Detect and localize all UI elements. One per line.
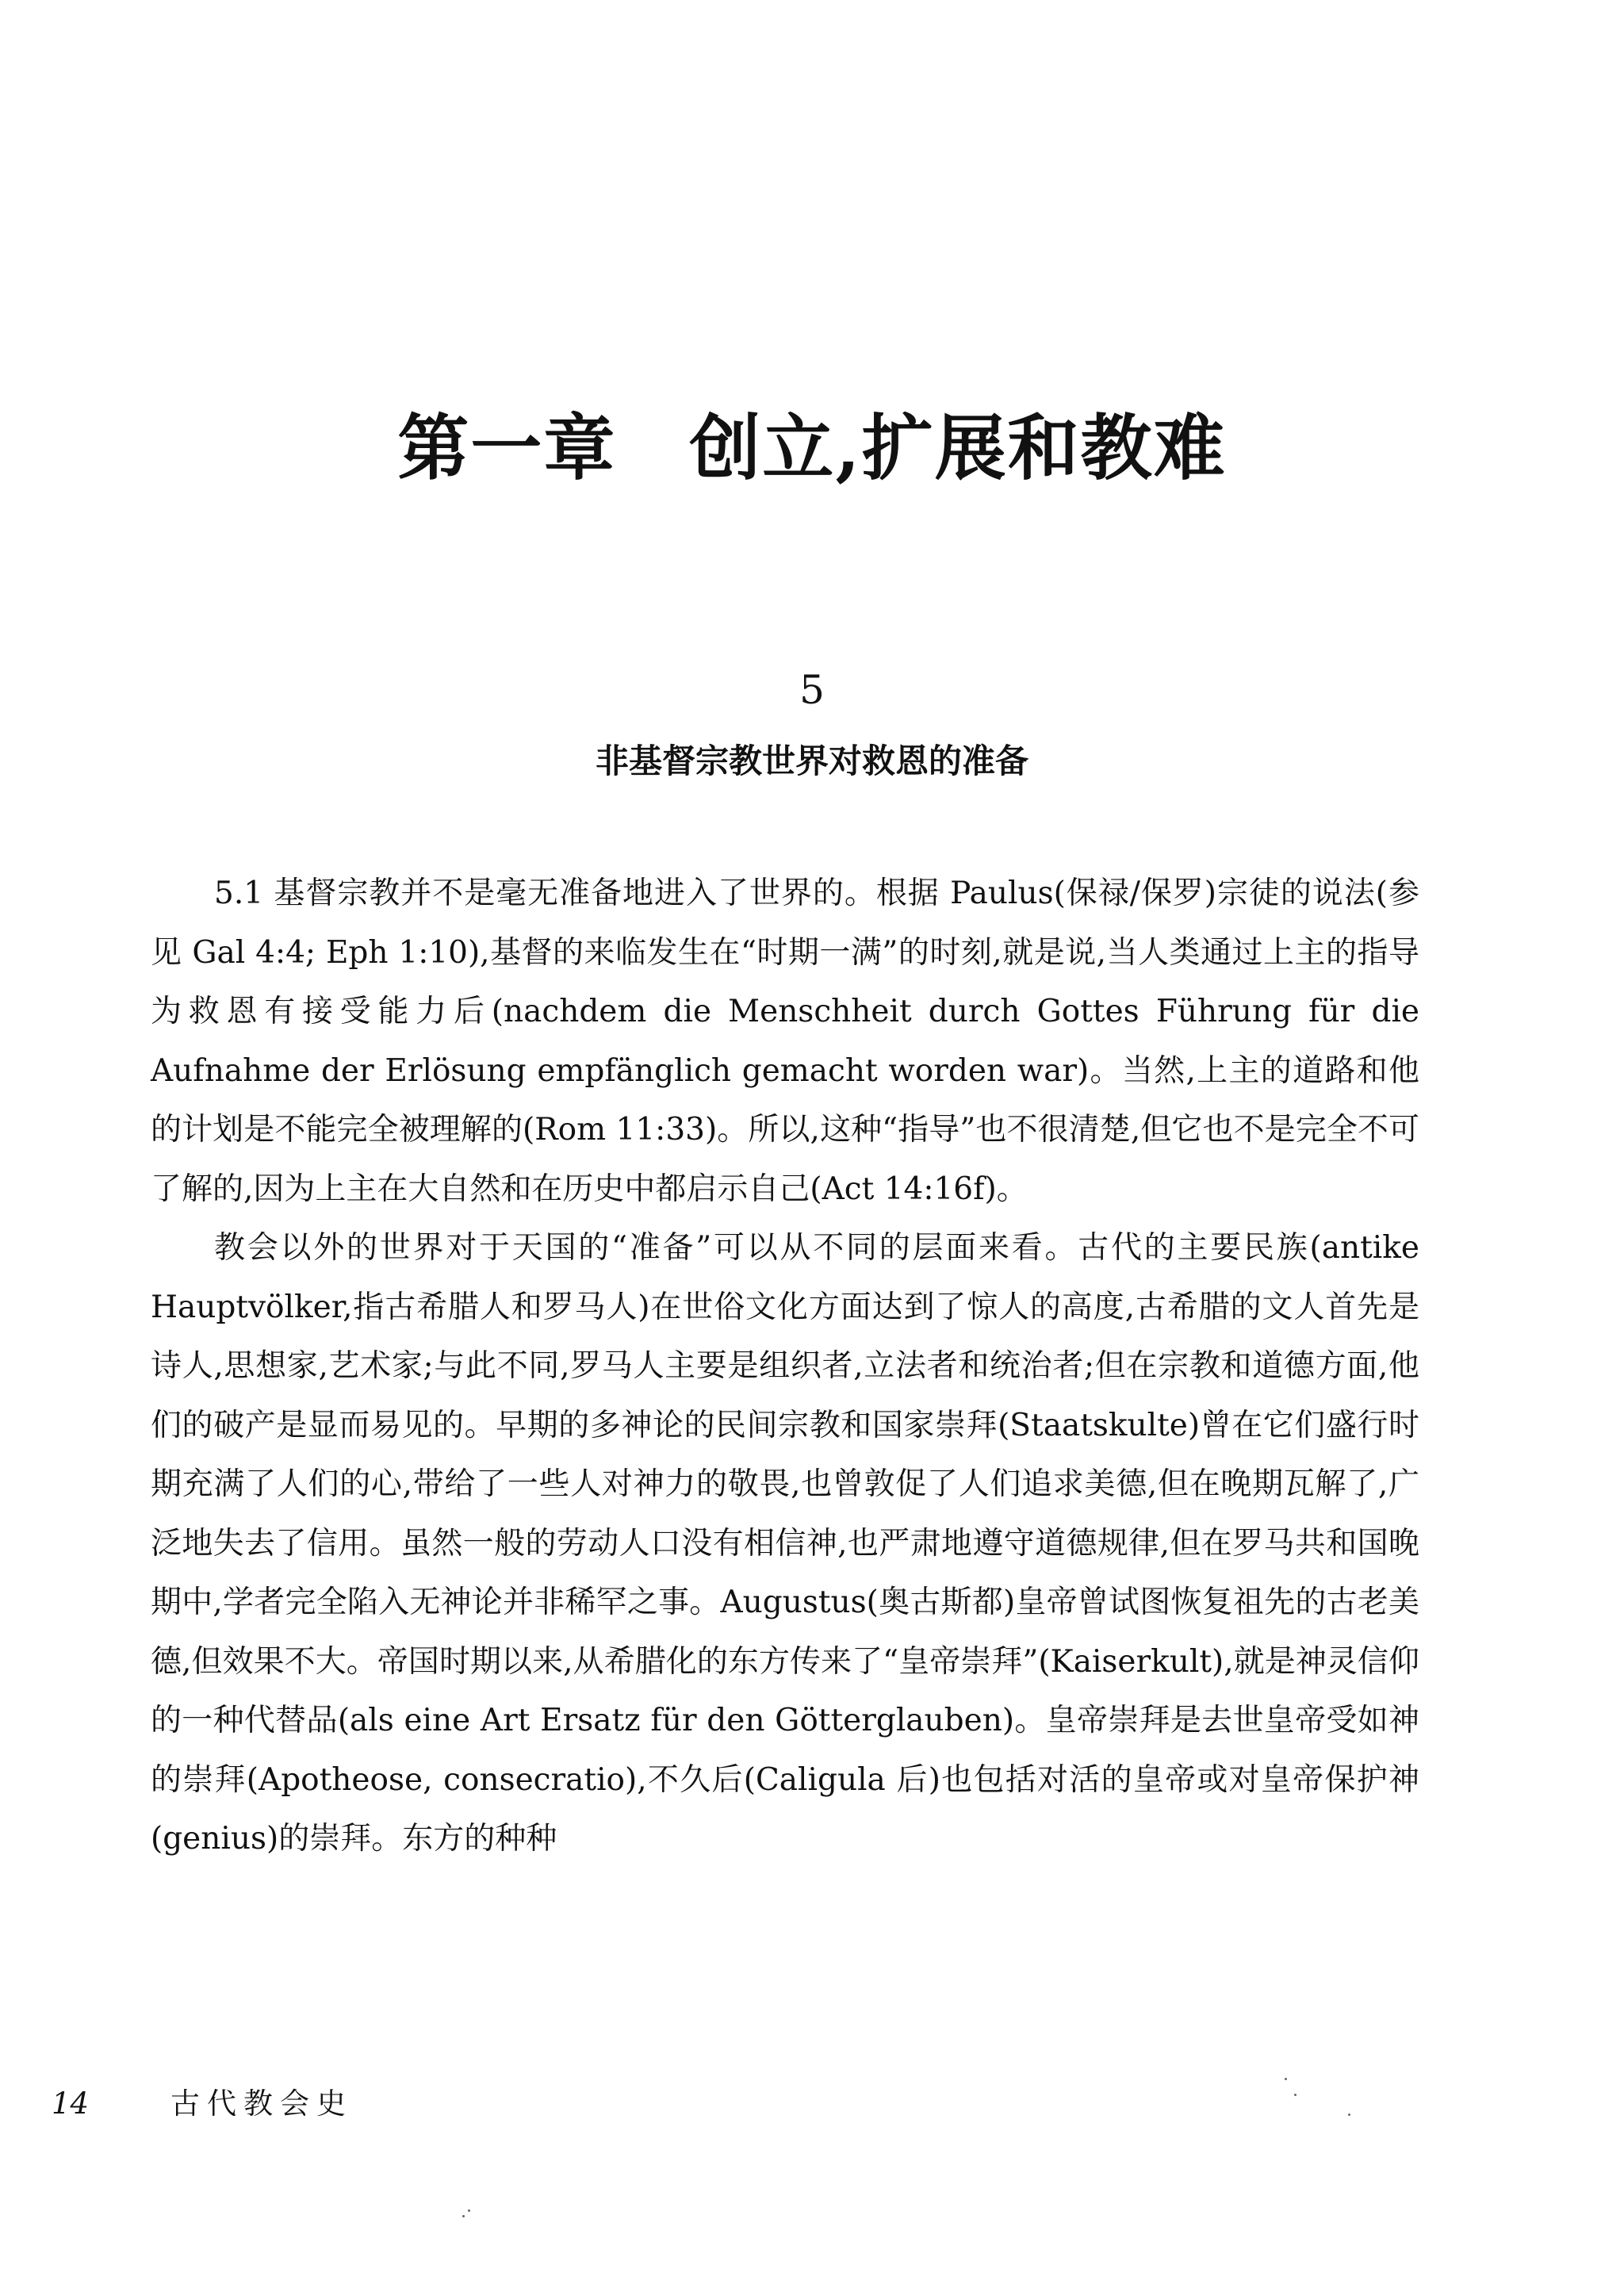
- chapter-title: 第一章 创立,扩展和教难: [397, 406, 1227, 490]
- section-number: 5: [799, 667, 825, 713]
- scan-speck: [1285, 2078, 1287, 2080]
- page-number: 14: [52, 2087, 90, 2121]
- scan-speck: [468, 2209, 470, 2212]
- body-text: [151, 864, 1419, 1869]
- scan-speck: [1294, 2094, 1297, 2096]
- scan-speck: [1348, 2113, 1350, 2116]
- running-book-title: 古代教会史: [170, 2087, 353, 2121]
- paragraph-preparation: 教会以外的世界对于天国的“准备”可以从不同的层面来看。古代的主要民族(antike Hauptvölker,指古希腊人和罗马人)在世俗文化方面达到了惊人的高度,古希腊的文人首先是诗人,思想家,艺术家;与此不同,罗马人主要是组织者,立法者和统治者;但在宗教和道德方面,他们的破产是显而易见的。早期的多神论的民间宗教和国家崇拜(Staatskulte)曾在它们盛行时期充满了人们的心,带给了一些人对神力的敬畏,也曾敦促了人们追求美德,但在晚期瓦解了,广泛地失去了信用。虽然一般的劳动人口没有相信神,也严肃地遵守道德规律,但在罗马共和国晚期中,学者完全陷入无神论并非稀罕之事。Augustus(奥古斯都)皇帝曾试图恢复祖先的古老美德,但效果不大。帝国时期以来,从希腊化的东方传来了“皇帝崇拜”(Kaiserkult),就是神灵信仰的一种代替品(als eine Art Ersatz für den Götterglauben)。皇帝崇拜是去世皇帝受如神的崇拜(Apotheose, consecratio),不久后(Caligula 后)也包括对活的皇帝或对皇帝保护神(genius)的崇拜。东方的种种: [151, 1230, 1419, 1857]
- page-footer: [52, 2084, 353, 2124]
- scan-speck: [462, 2215, 465, 2217]
- section-title: 非基督宗教世界对救恩的准备: [595, 742, 1028, 780]
- paragraph-5-1: 5.1 基督宗教并不是毫无准备地进入了世界的。根据 Paulus(保禄/保罗)宗徒的说法(参见 Gal 4:4; Eph 1:10),基督的来临发生在“时期一满”的时刻,就是说,当人类通过上主的指导为救恩有接受能力后(nachdem die Menschheit durch Gottes Führung für die Aufnahme der Erlösung empfänglich gemacht worden war)。当然,上主的道路和他的计划是不能完全被理解的(Rom 11:33)。所以,这种“指导”也不很清楚,但它也不是完全不可了解的,因为上主在大自然和在历史中都启示自己(Act 14:16f)。: [151, 876, 1419, 1207]
